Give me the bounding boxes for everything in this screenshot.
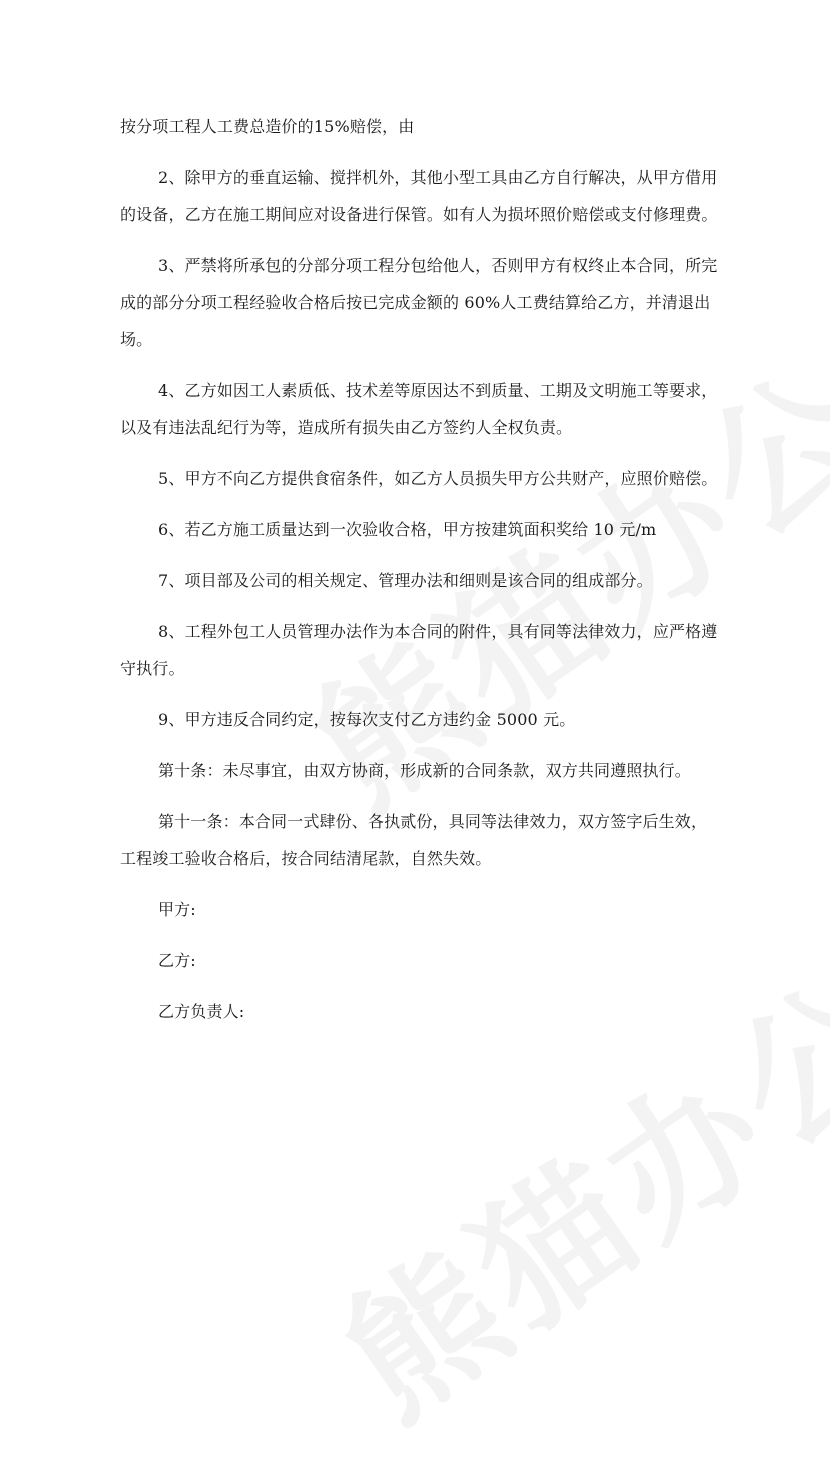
clause-item-7: 7、项目部及公司的相关规定、管理办法和细则是该合同的组成部分。 <box>158 571 653 590</box>
clause-item-9: 9、甲方违反合同约定，按每次支付乙方违约金 5000 元。 <box>158 710 576 729</box>
document-body <box>120 108 720 1044</box>
article-ten: 第十条：未尽事宜，由双方协商，形成新的合同条款，双方共同遵照执行。 <box>158 761 691 780</box>
signature-party-b-manager: 乙方负责人: <box>158 1002 245 1021</box>
signature-party-a: 甲方: <box>158 900 196 919</box>
clause-item-3: 3、严禁将所承包的分部分项工程分包给他人，否则甲方有权终止本合同，所完成的部分分项工程经验收合格后按已完成金额的 60%人工费结算给乙方，并清退出场。 <box>120 256 718 349</box>
clause-item-6: 6、若乙方施工质量达到一次验收合格，甲方按建筑面积奖给 10 元/m <box>158 520 657 539</box>
article-eleven: 第十一条：本合同一式肆份、各执贰份，具同等法律效力，双方签字后生效，工程竣工验收合格后，按合同结清尾款，自然失效。 <box>120 812 708 868</box>
signature-party-b: 乙方: <box>158 951 196 970</box>
paragraph-continuation: 按分项工程人工费总造价的15%赔偿，由 <box>120 117 415 136</box>
clause-item-4: 4、乙方如因工人素质低、技术差等原因达不到质量、工期及文明施工等要求，以及有违法乱纪行为等，造成所有损失由乙方签约人全权负责。 <box>120 381 718 437</box>
clause-item-5: 5、甲方不向乙方提供食宿条件，如乙方人员损失甲方公共财产，应照价赔偿。 <box>158 469 718 488</box>
clause-item-8: 8、工程外包工人员管理办法作为本合同的附件，具有同等法律效力，应严格遵守执行。 <box>120 622 718 678</box>
clause-item-2: 2、除甲方的垂直运输、搅拌机外，其他小型工具由乙方自行解决，从甲方借用的设备，乙方在施工期间应对设备进行保管。如有人为损坏照价赔偿或支付修理费。 <box>120 168 718 224</box>
